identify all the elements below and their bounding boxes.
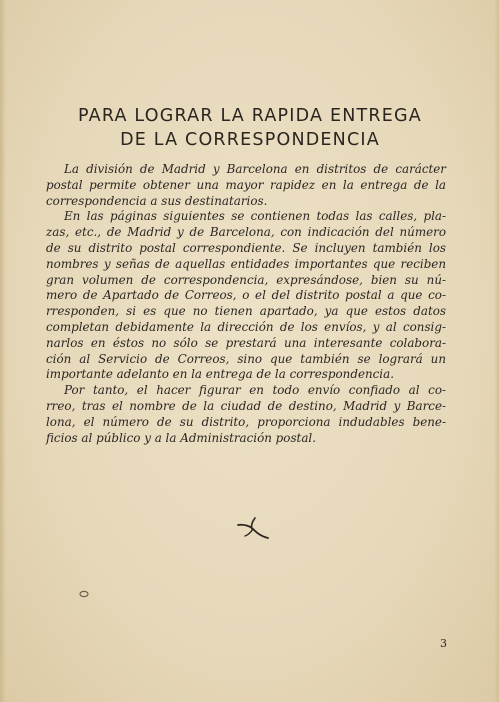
- page-edge-shadow-left: [0, 0, 6, 702]
- body-text: [46, 162, 446, 446]
- text-line: narlos en éstos no sólo se prestará una interesante colabora-: [46, 335, 446, 350]
- text-line: gran volumen de correspondencia, expresándose, bien su nú-: [46, 272, 446, 287]
- text-line: La división de Madrid y Barcelona en distritos de carácter: [64, 162, 446, 176]
- text-line: completan debidamente la dirección de los envíos, y al consig-: [46, 319, 446, 334]
- paragraph-2: [46, 209, 446, 383]
- text-line: importante adelanto en la entrega de la correspondencia.: [46, 367, 394, 382]
- text-line: lona, el número de su distrito, proporciona indudables bene-: [46, 414, 446, 429]
- text-line: correspondencia a sus destinatarios.: [46, 193, 268, 208]
- page-title-line-1: PARA LOGRAR LA RAPIDA ENTREGA: [78, 106, 422, 126]
- ink-mark-icon: [78, 590, 90, 598]
- text-line: ción al Servicio de Correos, sino que también se logrará un: [46, 351, 446, 366]
- text-line: zas, etc., de Madrid y de Barcelona, con indicación del número: [46, 225, 446, 240]
- text-line: rreo, tras el nombre de la ciudad de destino, Madrid y Barce-: [46, 398, 446, 413]
- ornament-icon: [236, 516, 270, 542]
- text-line: postal permite obtener una mayor rapidez en la entrega de la: [46, 177, 446, 192]
- text-line: nombres y señas de aquellas entidades importantes que reciben: [46, 256, 446, 271]
- page-edge-shadow-right: [494, 0, 499, 702]
- paragraph-1: [46, 162, 446, 209]
- text-line: Por tanto, el hacer figurar en todo envío confiado al co-: [64, 383, 446, 398]
- text-line: de su distrito postal correspondiente. Se incluyen también los: [46, 240, 446, 255]
- paragraph-3: [46, 383, 446, 446]
- text-line: mero de Apartado de Correos, o el del distrito postal a que co-: [46, 288, 446, 303]
- page-number: 3: [440, 637, 447, 650]
- page-title-line-2: DE LA CORRESPONDENCIA: [120, 130, 380, 150]
- text-line: ficios al público y a la Administración postal.: [46, 430, 317, 445]
- text-line: rresponden, si es que no tienen apartado, ya que estos datos: [46, 304, 446, 319]
- text-line: En las páginas siguientes se contienen todas las calles, pla-: [64, 209, 446, 224]
